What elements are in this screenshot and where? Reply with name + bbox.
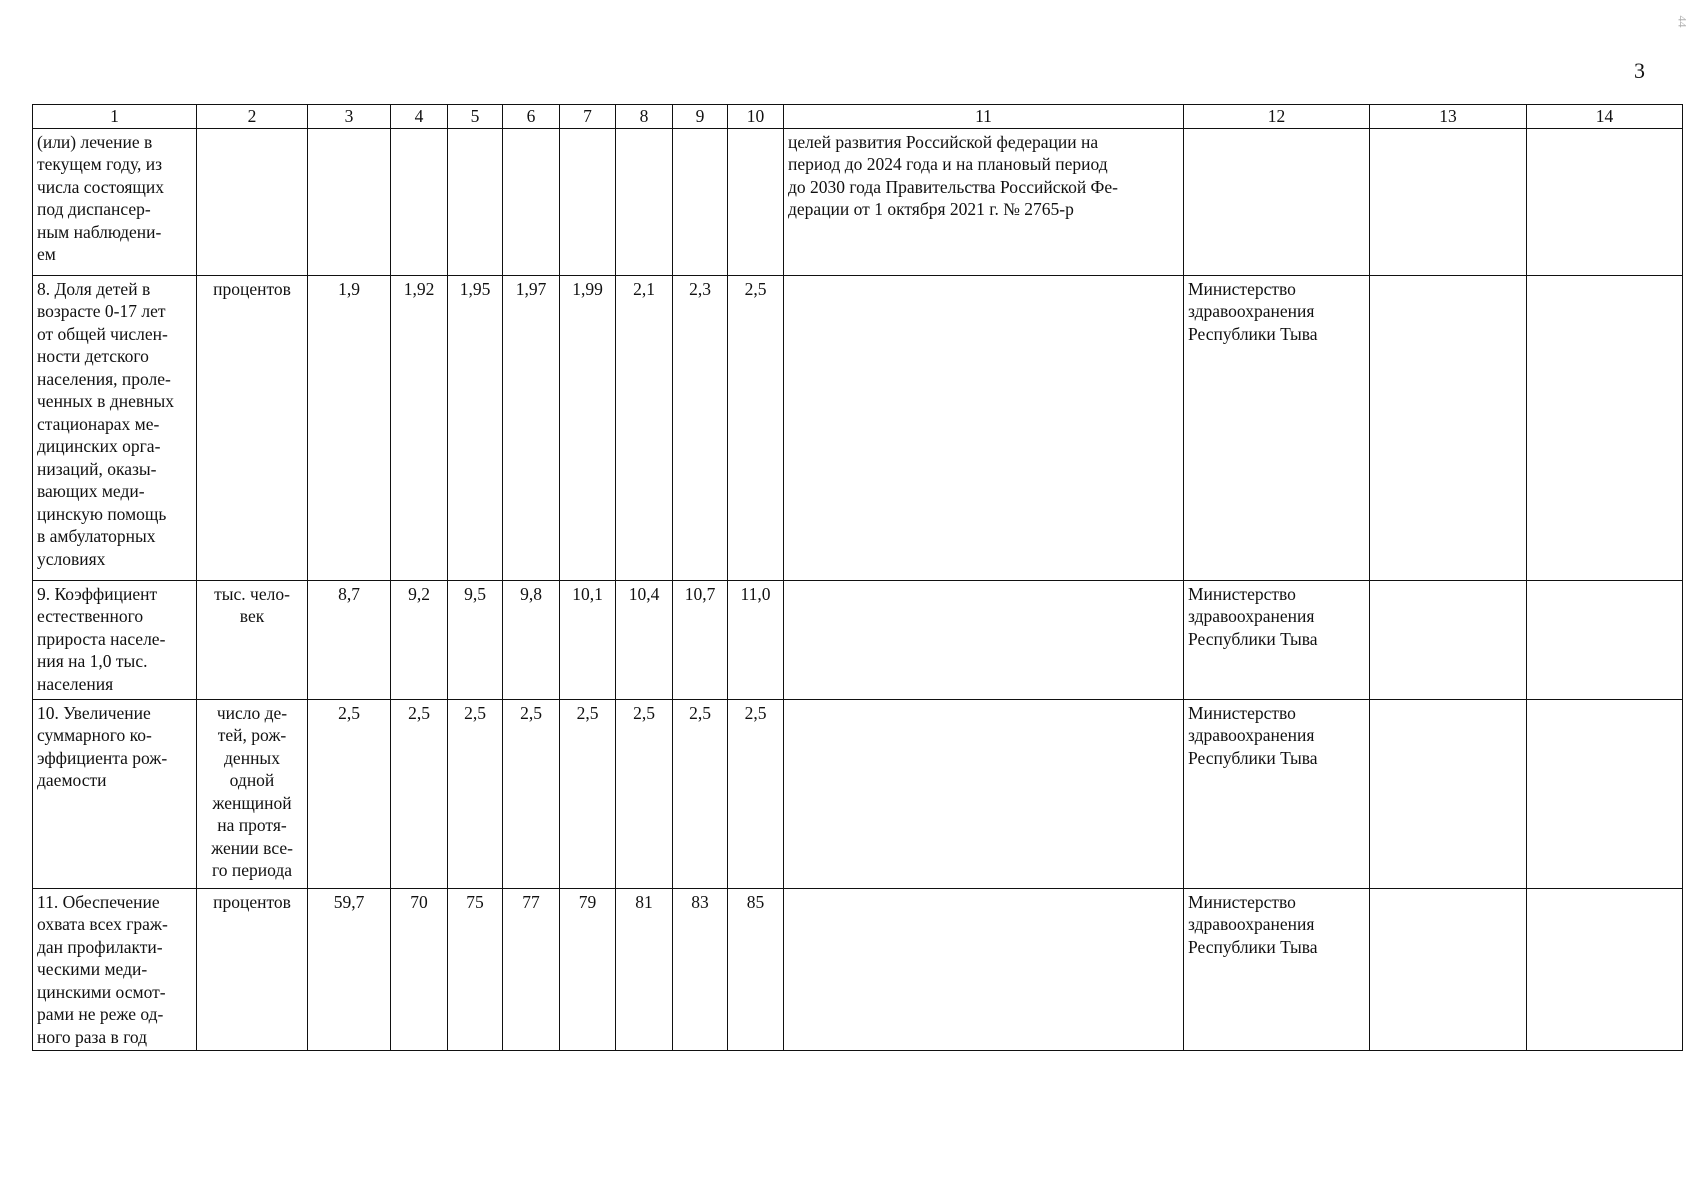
column-header: 3 [308, 105, 391, 129]
value-cell [728, 128, 784, 275]
col14-cell [1527, 580, 1683, 699]
unit-cell [197, 128, 308, 275]
column-header: 6 [503, 105, 560, 129]
col14-cell [1527, 888, 1683, 1051]
responsible-cell: Министерство здравоохранения Республики Тыва [1184, 275, 1370, 580]
value-cell: 1,95 [448, 275, 503, 580]
unit-cell: тыс. чело- век [197, 580, 308, 699]
value-cell: 81 [616, 888, 673, 1051]
column-header: 14 [1527, 105, 1683, 129]
col13-cell [1370, 580, 1527, 699]
value-cell: 2,5 [448, 699, 503, 888]
value-cell: 59,7 [308, 888, 391, 1051]
value-cell: 2,5 [503, 699, 560, 888]
column-header: 11 [784, 105, 1184, 129]
value-cell [448, 128, 503, 275]
value-cell: 79 [560, 888, 616, 1051]
value-cell: 2,3 [673, 275, 728, 580]
table-row [33, 275, 1683, 580]
value-cell: 9,5 [448, 580, 503, 699]
corner-mark: 44 [1675, 15, 1690, 28]
column-header: 7 [560, 105, 616, 129]
column-header: 4 [391, 105, 448, 129]
value-cell [391, 128, 448, 275]
basis-cell [784, 888, 1184, 1051]
unit-cell: процентов [197, 888, 308, 1051]
table-row [33, 888, 1683, 1051]
table-row [33, 699, 1683, 888]
indicator-cell: (или) лечение в текущем году, из числа состоящих под диспансер- ным наблюдени- ем [33, 128, 197, 275]
col13-cell [1370, 275, 1527, 580]
value-cell: 75 [448, 888, 503, 1051]
basis-cell: целей развития Российской федерации на период до 2024 года и на плановый период до 2030 года Правительства Российской Фе- дерации от 1 октября 2021 г. № 2765-р [784, 128, 1184, 275]
value-cell: 85 [728, 888, 784, 1051]
col14-cell [1527, 128, 1683, 275]
col14-cell [1527, 699, 1683, 888]
value-cell: 1,99 [560, 275, 616, 580]
value-cell: 2,5 [728, 699, 784, 888]
responsible-cell: Министерство здравоохранения Республики Тыва [1184, 699, 1370, 888]
value-cell: 2,1 [616, 275, 673, 580]
value-cell [560, 128, 616, 275]
value-cell: 2,5 [308, 699, 391, 888]
value-cell: 2,5 [673, 699, 728, 888]
column-header: 8 [616, 105, 673, 129]
value-cell [673, 128, 728, 275]
value-cell: 2,5 [616, 699, 673, 888]
unit-cell: процентов [197, 275, 308, 580]
value-cell: 1,92 [391, 275, 448, 580]
col13-cell [1370, 128, 1527, 275]
value-cell: 8,7 [308, 580, 391, 699]
unit-cell: число де- тей, рож- денных одной женщиной на протя- жении все- го периода [197, 699, 308, 888]
value-cell: 10,4 [616, 580, 673, 699]
value-cell: 77 [503, 888, 560, 1051]
column-header: 10 [728, 105, 784, 129]
column-header: 1 [33, 105, 197, 129]
value-cell: 9,2 [391, 580, 448, 699]
column-header: 5 [448, 105, 503, 129]
indicator-cell: 11. Обеспечение охвата всех граж- дан профилакти- ческими меди- цинскими осмот- рами не реже од- ного раза в год [33, 888, 197, 1051]
value-cell: 2,5 [391, 699, 448, 888]
column-header: 12 [1184, 105, 1370, 129]
responsible-cell [1184, 128, 1370, 275]
value-cell [503, 128, 560, 275]
table-row [33, 128, 1683, 275]
value-cell [616, 128, 673, 275]
table-row [33, 580, 1683, 699]
value-cell: 2,5 [560, 699, 616, 888]
basis-cell [784, 275, 1184, 580]
responsible-cell: Министерство здравоохранения Республики Тыва [1184, 580, 1370, 699]
value-cell: 11,0 [728, 580, 784, 699]
column-header: 2 [197, 105, 308, 129]
column-header: 9 [673, 105, 728, 129]
indicator-cell: 8. Доля детей в возрасте 0-17 лет от общей числен- ности детского населения, проле- ченных в дневных стационарах ме- дицинских орга- низаций, оказы- вающих меди- цинскую помощь в амбулаторных условиях [33, 275, 197, 580]
basis-cell [784, 580, 1184, 699]
col13-cell [1370, 699, 1527, 888]
page-number: 3 [1634, 58, 1645, 83]
col13-cell [1370, 888, 1527, 1051]
indicator-cell: 10. Увеличение суммарного ко- эффициента рож- даемости [33, 699, 197, 888]
value-cell: 70 [391, 888, 448, 1051]
responsible-cell: Министерство здравоохранения Республики Тыва [1184, 888, 1370, 1051]
col14-cell [1527, 275, 1683, 580]
basis-cell [784, 699, 1184, 888]
value-cell: 10,1 [560, 580, 616, 699]
value-cell [308, 128, 391, 275]
value-cell: 2,5 [728, 275, 784, 580]
value-cell: 1,9 [308, 275, 391, 580]
value-cell: 83 [673, 888, 728, 1051]
value-cell: 1,97 [503, 275, 560, 580]
indicators-table [32, 104, 1683, 1051]
indicator-cell: 9. Коэффициент естественного прироста населе- ния на 1,0 тыс. населения [33, 580, 197, 699]
value-cell: 10,7 [673, 580, 728, 699]
column-header: 13 [1370, 105, 1527, 129]
value-cell: 9,8 [503, 580, 560, 699]
header-row [33, 105, 1683, 129]
